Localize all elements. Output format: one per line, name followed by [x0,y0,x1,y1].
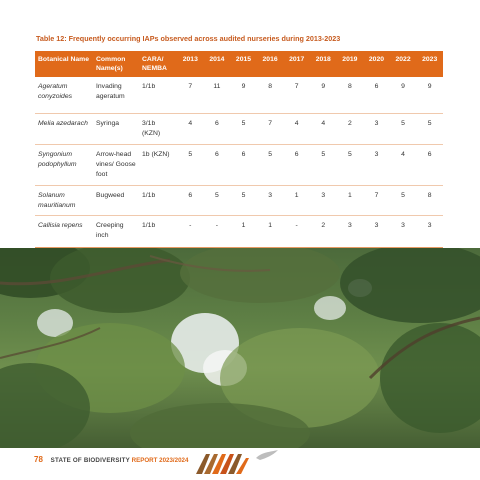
count-cell: 5 [204,185,231,215]
header-year: 2017 [283,51,310,77]
count-cell: 3 [416,215,443,247]
count-cell: 5 [390,113,417,144]
count-cell: 3 [337,215,364,247]
count-cell: 5 [177,144,204,185]
count-cell: - [283,215,310,247]
header-year: 2016 [257,51,284,77]
count-cell: - [204,215,231,247]
count-cell: 8 [416,185,443,215]
table-row [35,185,443,215]
cara-cell: 1/1b [139,77,177,113]
botanical-name-cell: Syngonium podophyllum [35,144,93,185]
cara-cell: 1b (KZN) [139,144,177,185]
count-cell: 9 [310,77,337,113]
count-cell: 3 [363,113,390,144]
count-cell: 5 [310,144,337,185]
page-number: 78 [34,455,43,464]
count-cell: 6 [363,77,390,113]
bird-icon [256,450,278,460]
iap-table [35,51,443,248]
count-cell: 6 [204,144,231,185]
header-year: 2018 [310,51,337,77]
common-name-cell: Invading ageratum [93,77,139,113]
cara-cell: 1/1b [139,215,177,247]
count-cell: 5 [390,185,417,215]
count-cell: 9 [230,77,257,113]
page-footer [34,455,188,467]
report-edition: REPORT 2023/2024 [131,457,189,464]
table-header-row [35,51,443,77]
table-row [35,113,443,144]
count-cell: 6 [177,185,204,215]
count-cell: 6 [230,144,257,185]
count-cell: 3 [363,144,390,185]
header-year: 2013 [177,51,204,77]
table-row [35,77,443,113]
canopy-illustration [0,248,480,448]
header-year: 2014 [204,51,231,77]
header-year: 2023 [416,51,443,77]
header-year: 2020 [363,51,390,77]
count-cell: 2 [337,113,364,144]
header-year: 2019 [337,51,364,77]
count-cell: 4 [310,113,337,144]
report-title: STATE OF BIODIVERSITY [50,457,130,464]
count-cell: 6 [416,144,443,185]
forest-canopy-photo [0,248,480,448]
header-year: 2015 [230,51,257,77]
count-cell: 8 [337,77,364,113]
count-cell: 3 [310,185,337,215]
common-name-cell: Arrow-head vines/ Goose foot [93,144,139,185]
count-cell: 1 [283,185,310,215]
count-cell: 3 [363,215,390,247]
count-cell: 1 [230,215,257,247]
count-cell: 5 [230,185,257,215]
common-name-cell: Syringa [93,113,139,144]
botanical-name-cell: Solanum mauritianum [35,185,93,215]
header-year: 2022 [390,51,417,77]
count-cell: 6 [283,144,310,185]
header-cara-nemba: CARA/ NEMBA [139,51,177,77]
count-cell: 9 [390,77,417,113]
count-cell: 3 [390,215,417,247]
count-cell: 5 [416,113,443,144]
count-cell: 5 [230,113,257,144]
report-logo [196,448,280,476]
table-row [35,215,443,247]
count-cell: 7 [363,185,390,215]
count-cell: 1 [257,215,284,247]
table-caption: Table 12: Frequently occurring IAPs observed across audited nurseries during 2013-2023 [36,34,341,43]
cara-cell: 1/1b [139,185,177,215]
botanical-name-cell: Ageratum conyzoides [35,77,93,113]
count-cell: 2 [310,215,337,247]
header-botanical-name: Botanical Name [35,51,93,77]
header-common-names: Common Name(s) [93,51,139,77]
count-cell: 7 [283,77,310,113]
count-cell: 11 [204,77,231,113]
count-cell: 5 [257,144,284,185]
table-row [35,144,443,185]
botanical-name-cell: Melia azedarach [35,113,93,144]
count-cell: 4 [283,113,310,144]
count-cell: 7 [177,77,204,113]
count-cell: 5 [337,144,364,185]
count-cell: 1 [337,185,364,215]
count-cell: 6 [204,113,231,144]
count-cell: 7 [257,113,284,144]
common-name-cell: Creeping inch [93,215,139,247]
common-name-cell: Bugweed [93,185,139,215]
botanical-name-cell: Callisia repens [35,215,93,247]
cara-cell: 3/1b (KZN) [139,113,177,144]
count-cell: - [177,215,204,247]
count-cell: 8 [257,77,284,113]
count-cell: 3 [257,185,284,215]
count-cell: 4 [390,144,417,185]
count-cell: 9 [416,77,443,113]
count-cell: 4 [177,113,204,144]
